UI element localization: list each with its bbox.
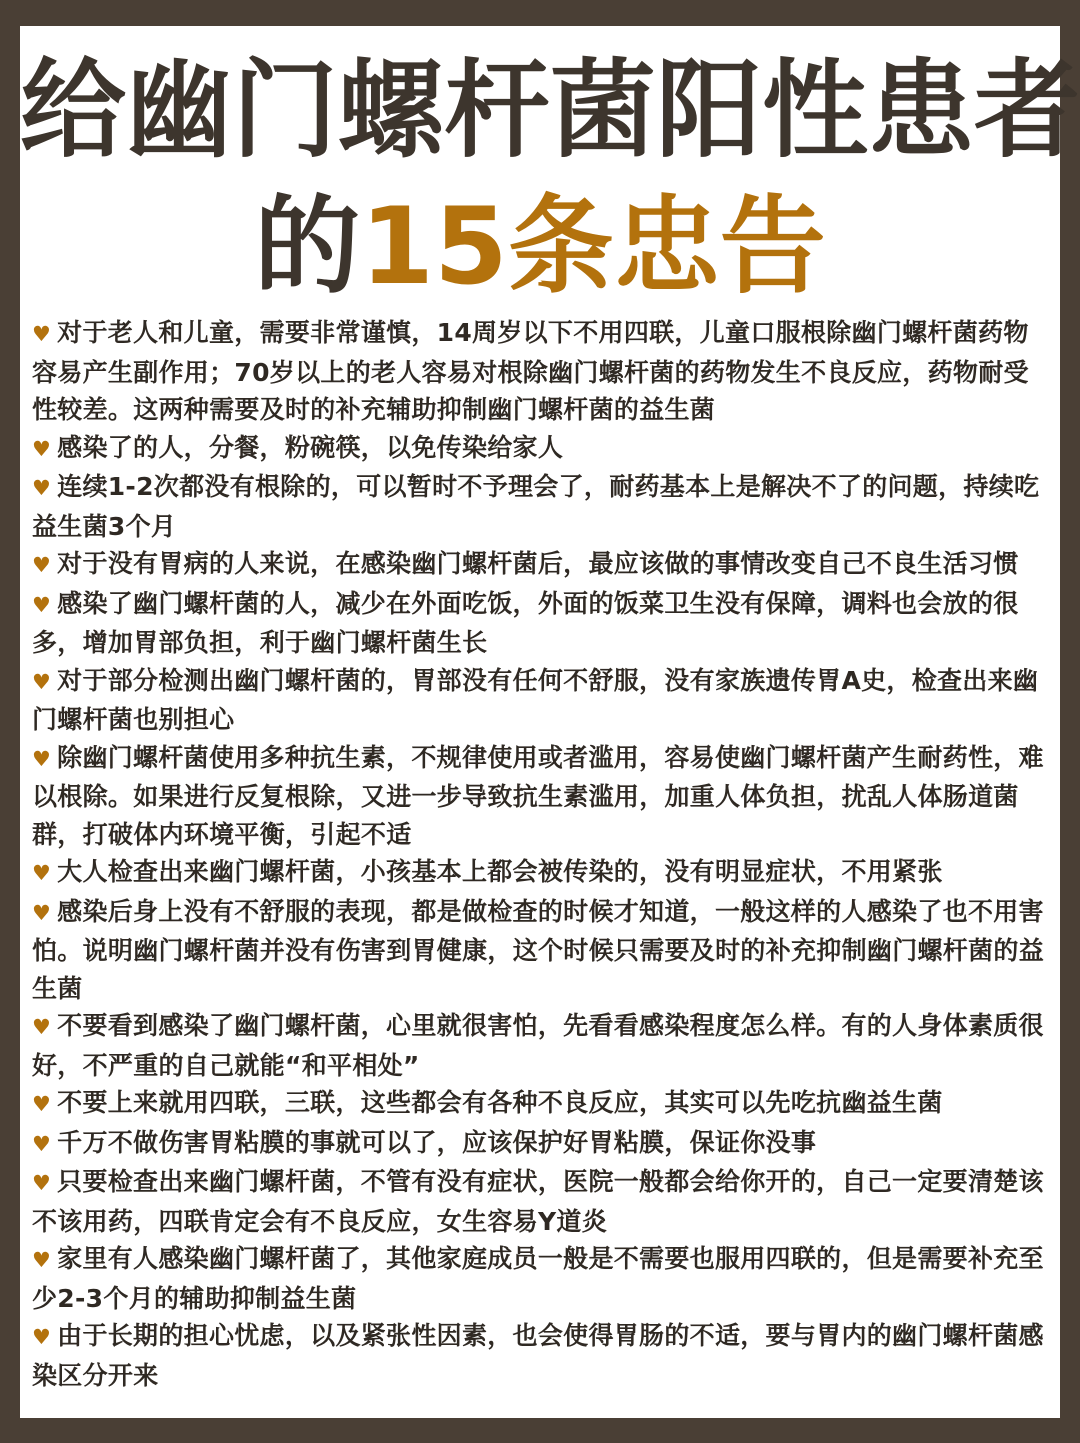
heart-icon: ♥ (32, 1325, 52, 1349)
title-line-2 (20, 185, 1060, 308)
tip-item (32, 1124, 1044, 1164)
tip-text: 不要看到感染了幽门螺杆菌，心里就很害怕，先看看感染程度怎么样。有的人身体素质很好，不严重的自己就能“和平相处” (32, 1011, 1044, 1080)
tip-item (32, 1084, 1044, 1124)
heart-icon: ♥ (32, 322, 52, 346)
tip-item (32, 429, 1044, 469)
heart-icon: ♥ (32, 553, 52, 577)
heart-icon: ♥ (32, 436, 52, 461)
heart-icon: ♥ (32, 1015, 52, 1039)
heart-icon: ♥ (32, 476, 52, 500)
tip-item (32, 1240, 1044, 1317)
tip-text: 连续1-2次都没有根除的，可以暂时不予理会了，耐药基本上是解决不了的问题，持续吃益生菌3个月 (32, 472, 1040, 541)
tip-item (32, 739, 1044, 854)
tip-item (32, 893, 1044, 1008)
tip-text: 对于部分检测出幽门螺杆菌的，胃部没有任何不舒服，没有家族遗传胃A史，检查出来幽门螺杆菌也别担心 (32, 665, 1039, 734)
tip-item (32, 585, 1044, 662)
heart-icon: ♥ (32, 746, 52, 771)
tip-item (32, 1317, 1044, 1394)
tip-text: 不要上来就用四联，三联，这些都会有各种不良反应，其实可以先吃抗幽益生菌 (57, 1088, 943, 1117)
title-line-1: 给幽门螺杆菌阳性患者 (20, 49, 1080, 172)
heart-icon: ♥ (32, 900, 52, 925)
heart-icon: ♥ (32, 1092, 52, 1116)
tip-text: 千万不做伤害胃粘膜的事就可以了，应该保护好胃粘膜，保证你没事 (57, 1127, 817, 1157)
tip-text: 大人检查出来幽门螺杆菌，小孩基本上都会被传染的，没有明显症状，不用紧张 (57, 857, 943, 886)
tip-text: 家里有人感染幽门螺杆菌了，其他家庭成员一般是不需要也服用四联的，但是需要补充至少2-3个月的辅助抑制益生菌 (32, 1244, 1044, 1313)
tips-list (32, 314, 1044, 1394)
heart-icon: ♥ (32, 1171, 52, 1195)
tip-text: 除幽门螺杆菌使用多种抗生素，不规律使用或者滥用，容易使幽门螺杆菌产生耐药性，难以根除。如果进行反复根除，又进一步导致抗生素滥用，加重人体负担，扰乱人体肠道菌群，打破体内环境平衡，引起不适 (32, 742, 1044, 849)
tip-item (32, 545, 1044, 585)
tip-text: 对于没有胃病的人来说，在感染幽门螺杆菌后，最应该做的事情改变自己不良生活习惯 (57, 549, 1019, 578)
tip-item (32, 1163, 1044, 1240)
tip-text: 感染了幽门螺杆菌的人，减少在外面吃饭，外面的饭菜卫生没有保障，调料也会放的很多，增加胃部负担，利于幽门螺杆菌生长 (32, 588, 1019, 657)
tip-text: 由于长期的担心忧虑，以及紧张性因素，也会使得胃肠的不适，要与胃内的幽门螺杆菌感染区分开来 (32, 1321, 1044, 1390)
heart-icon: ♥ (32, 1131, 52, 1156)
heart-icon: ♥ (32, 861, 52, 885)
tip-item (32, 314, 1044, 429)
tip-item (32, 468, 1044, 545)
title-line-2-prefix: 的 (254, 185, 361, 308)
tip-text: 感染后身上没有不舒服的表现，都是做检查的时候才知道，一般这样的人感染了也不用害怕。说明幽门螺杆菌并没有伤害到胃健康，这个时候只需要及时的补充抑制幽门螺杆菌的益生菌 (32, 896, 1045, 1003)
tip-text: 对于老人和儿童，需要非常谨慎，14周岁以下不用四联，儿童口服根除幽门螺杆菌药物容易产生副作用；70岁以上的老人容易对根除幽门螺杆菌的药物发生不良反应，药物耐受性较差。这两种需要及时的补充辅助抑制幽门螺杆菌的益生菌 (32, 318, 1029, 424)
document-page (20, 26, 1080, 1418)
tip-item (32, 662, 1044, 739)
tip-text: 感染了的人，分餐，粉碗筷，以免传染给家人 (57, 432, 564, 462)
tip-text: 只要检查出来幽门螺杆菌，不管有没有症状，医院一般都会给你开的，自己一定要清楚该不该用药，四联肯定会有不良反应，女生容易Y道炎 (32, 1167, 1044, 1236)
heart-icon: ♥ (32, 669, 52, 694)
tip-item (32, 853, 1044, 893)
heart-icon: ♥ (32, 1248, 52, 1272)
heart-icon: ♥ (32, 592, 52, 617)
tip-item (32, 1007, 1044, 1084)
title-line-2-accent: 15条忠告 (360, 185, 826, 308)
